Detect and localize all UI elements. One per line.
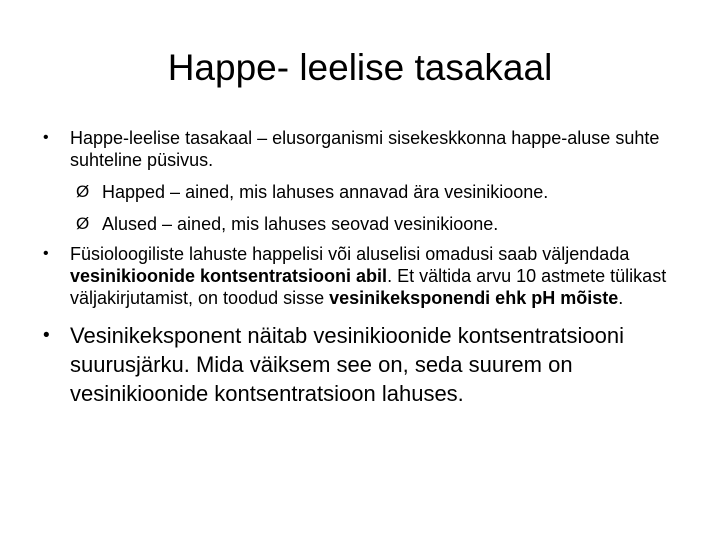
slide-title: Happe- leelise tasakaal <box>167 47 553 88</box>
sub-bullet-text: Happed – ained, mis lahuses annavad ära vesinikioone. <box>102 182 549 202</box>
bullet-marker: • <box>43 325 50 346</box>
sub-bullet-acids <box>36 181 676 203</box>
slide-body <box>36 127 676 408</box>
bold-term-ph-concept: vesinikeksponendi ehk pH mõiste <box>329 288 619 308</box>
bullet-marker: • <box>43 245 49 262</box>
bullet-marker: • <box>43 129 49 146</box>
bullet-text-part: . <box>618 288 624 308</box>
bullet-text: Vesinikeksponent näitab vesinikioonide kontsentratsiooni suurusjärku. Mida väiksem see on, seda suurem on vesinikioonide kontsentratsioon lahuses. <box>70 323 625 406</box>
bold-term-hydrogen-ion-concentration: vesinikioonide kontsentratsiooni abil <box>70 266 388 286</box>
bullet-hydrogen-exponent <box>36 321 676 408</box>
bullet-physiological-solutions <box>36 243 676 309</box>
sub-bullet-bases <box>36 213 676 235</box>
bullet-acid-base-balance <box>36 127 676 171</box>
arrow-bullet-icon: Ø <box>76 214 90 233</box>
bullet-text: Happe-leelise tasakaal – elusorganismi sisekeskkonna happe-aluse suhte suhteline püsivus. <box>70 128 660 170</box>
bullet-text-part: . Et vältida arvu 10 astmete tülikast väljakirjutamist, on toodud sisse <box>70 266 667 308</box>
sub-bullet-text: Alused – ained, mis lahuses seovad vesinikioone. <box>102 214 499 234</box>
arrow-bullet-icon: Ø <box>76 182 90 201</box>
bullet-text-part: Füsioloogiliste lahuste happelisi või aluselisi omadusi saab väljendada <box>70 244 630 264</box>
